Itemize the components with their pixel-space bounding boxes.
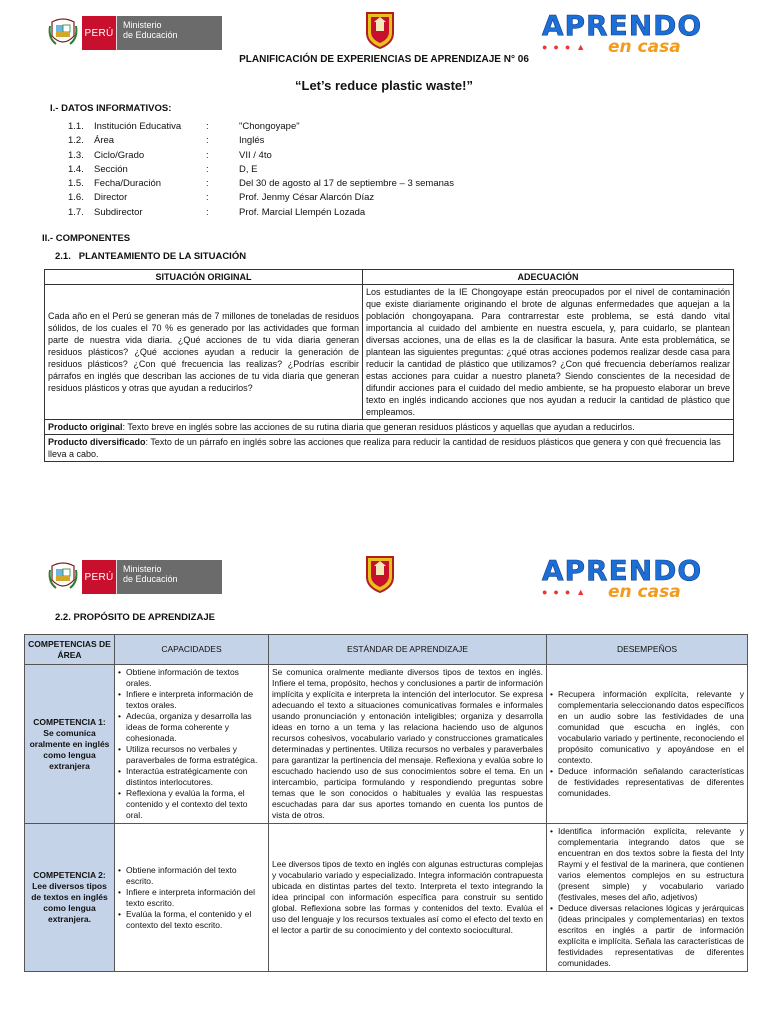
info-row: 1.7. Subdirector : Prof. Marcial Llempén Lozada: [68, 206, 366, 218]
list-item: • Utiliza recursos no verbales y paraverbales de forma estratégica.: [118, 744, 265, 766]
col-header-estandar: ESTÁNDAR DE APRENDIZAJE: [269, 635, 547, 665]
list-item: • Reflexiona y evalúa la forma, el contenido y el contexto del texto oral.: [118, 788, 265, 821]
list-item: • Identifica información explícita, relevante y complementaria integrando datos que se encuentran en dos textos sobre la fiesta del Inty Raymi y el festival de la marinera, que contienen varios elementos complejos en su estructura (present simple) y vocabulario variado (festivales, meses del año, adjetivos): [550, 826, 744, 903]
situation-table: [44, 269, 734, 462]
col-header-situacion-original: SITUACIÓN ORIGINAL: [45, 270, 363, 285]
peru-label: PERÚ: [82, 560, 116, 594]
list-item: • Evalúa la forma, el contenido y el contexto del texto escrito.: [118, 909, 265, 931]
document-subtitle: “Let’s reduce plastic waste!”: [295, 78, 473, 93]
capacidades-list: [115, 824, 269, 972]
section-planteamiento: 2.1. PLANTEAMIENTO DE LA SITUACIÓN: [55, 251, 247, 262]
col-header-adecuacion: ADECUACIÓN: [363, 270, 734, 285]
school-shield-icon: [365, 555, 395, 593]
info-row: 1.5. Fecha/Duración : Del 30 de agosto al 17 de septiembre – 3 semanas: [68, 178, 454, 190]
ministry-name: Ministerio de Educación: [116, 560, 222, 594]
minedu-logo: [48, 16, 222, 50]
proposito-table: [24, 634, 748, 972]
list-item: • Deduce información señalando características de festividades representativas de diferentes comunidades.: [550, 766, 744, 799]
info-row: 1.1. Institución Educativa : "Chongoyape": [68, 121, 300, 132]
estandar-text: Lee diversos tipos de texto en inglés con algunas estructuras complejas y vocabulario variado y especializado. Integra información contrapuesta ubicada en distintas partes del texto. Interpreta el texto integrando la idea principal con información específica para construir su sentido global. Reflexiona sobre las formas y contenidos del texto. Evalúa el uso del lenguaje y los recursos textuales así como el efecto del texto en el lector a partir de su conocimiento y del contexto sociocultural.: [269, 824, 547, 972]
peru-label: PERÚ: [82, 16, 116, 50]
competencia-1: COMPETENCIA 1: Se comunica oralmente en inglés como lengua extranjera: [25, 665, 115, 824]
minedu-logo-page2: [48, 560, 222, 594]
list-item: • Deduce diversas relaciones lógicas y jerárquicas (ideas principales y complementarias) en textos escritos en inglés a partir de información explícita e implícita. Señala las características de festividades representativas de diferentes comunidades.: [550, 903, 744, 969]
producto-original: Producto original: Texto breve en inglés sobre las acciones de su rutina diaria que generan residuos plásticos y aquellas que ayudan a reducirlos.: [45, 420, 734, 435]
info-row: 1.6. Director : Prof. Jenmy César Alarcón Díaz: [68, 192, 375, 204]
info-row: 1.3. Ciclo/Grado : VII / 4to: [68, 149, 272, 161]
list-item: • Adecúa, organiza y desarrolla las ideas de forma coherente y cohesionada.: [118, 711, 265, 744]
producto-diversificado: Producto diversificado: Texto de un párrafo en inglés sobre las acciones que realiza para reducir la cantidad de residuos plásticos que genera y con qué frecuencia las lleva a cabo.: [45, 435, 734, 462]
list-item: • Infiere e interpreta información de textos orales.: [118, 689, 265, 711]
col-header-competencias: COMPETENCIAS DE ÁREA: [25, 635, 115, 665]
capacidades-list: [115, 665, 269, 824]
info-row: 1.2. Área : Inglés: [68, 135, 265, 147]
list-item: • Obtiene información de textos orales.: [118, 667, 265, 689]
list-item: • Obtiene información del texto escrito.: [118, 865, 265, 887]
ministry-name: Ministerio de Educación: [116, 16, 222, 50]
desempenos-list: [547, 824, 748, 972]
table-row: [25, 824, 748, 972]
desempenos-list: [547, 665, 748, 824]
aprendo-en-casa-logo: APRENDO ●●●▲ en casa: [541, 9, 703, 57]
list-item: • Interactúa estratégicamente con distintos interlocutores.: [118, 766, 265, 788]
table-row: [25, 665, 748, 824]
estandar-text: Se comunica oralmente mediante diversos tipos de textos en inglés. Infiere el tema, propósito, hechos y conclusiones a partir de información implícita y explícita e interpreta la intención del interlocutor. Se expresa adecuando el texto a situaciones comunicativas formales e informales usando pronunciación y entonación inteligibles; organiza y desarrolla ideas en torno a un tema y las relaciona haciendo uso de algunos recursos cohesivos, vocabulario variado y construcciones gramaticales determinadas y pertinentes. Utiliza recursos no verbales y paraverbales para garantizar la pertinencia del mensaje. Reflexiona y evalúa sobre lo escuchado haciendo uso de sus conocimientos sobre el tema. En un intercambio, participa formulando y respondiendo preguntas sobre temas que le son conocidos o habituales y evalúa las respuestas escuchadas para dar sus aportes tomando en cuenta los puntos de vista de otros.: [269, 665, 547, 824]
section-componentes: II.- COMPONENTES: [42, 233, 131, 244]
adecuacion-text: Los estudiantes de la IE Chongoyape están preocupados por el nivel de contaminación que existe diariamente originando el brote de algunas enfermedades que aquejan a la población chongoyapana. Para contrarrestar este problema, se está dando vital importancia al cuidado del ambiente en nuestra escuela, y, para cuidarlo, se plantean diversas acciones, una de ellas es la de clasificar la basura. Ante esta problemática, se plantean las siguientes preguntas: ¿qué otras acciones podemos realizar desde casa para reducir la cantidad de plástico que utilizamos? ¿Con qué frecuencia deberíamos realizar estas acciones para cuidar a nuestro planeta? Siendo conscientes de la necesidad de difundir acciones para el cuidado del medio ambiente, se ha propuesto elaborar un breve texto en inglés indicando acciones que nos ayudan a reducir la cantidad de plástico que empleamos.: [363, 285, 734, 420]
section-proposito: 2.2. PROPÓSITO DE APRENDIZAJE: [55, 612, 215, 623]
situacion-original-text: Cada año en el Perú se generan más de 7 millones de toneladas de residuos sólidos, de los cuales el 70 % es generado por las actividades que forman parte de nuestra vida diaria. ¿Qué acciones de tu vida diaria generan residuos plásticos? ¿Qué acciones ayudan a reducir la generación de residuos plásticos? ¿Con qué frecuencia las realizas? ¿Podrías escribir párrafos en inglés que describan las acciones de tu vida diaria que generan residuos plásticos y otras que ayudan a reducirlos?: [45, 285, 363, 420]
list-item: • Infiere e interpreta información del texto escrito.: [118, 887, 265, 909]
info-list: [68, 121, 708, 221]
aprendo-en-casa-logo-page2: APRENDO ●●●▲ en casa: [541, 554, 703, 602]
peru-coat-of-arms-icon: [48, 560, 78, 594]
document-title: PLANIFICACIÓN DE EXPERIENCIAS DE APRENDIZAJE N° 06: [239, 54, 529, 65]
peru-coat-of-arms-icon: [48, 16, 78, 50]
competencia-2: COMPETENCIA 2: Lee diversos tipos de textos en inglés como lengua extranjera.: [25, 824, 115, 972]
school-shield-icon: [365, 11, 395, 49]
col-header-capacidades: CAPACIDADES: [115, 635, 269, 665]
info-row: 1.4. Sección : D, E: [68, 163, 258, 175]
col-header-desempenos: DESEMPEÑOS: [547, 635, 748, 665]
section-datos-informativos: I.- DATOS INFORMATIVOS:: [50, 103, 172, 114]
list-item: • Recupera información explícita, relevante y complementaria seleccionando datos específicos en un audio sobre las festividades de una comunidad que escucha en inglés, con vocabulario variado y pertinente, reconociendo el propósito comunicativo y apoyándose en el contexto.: [550, 689, 744, 766]
